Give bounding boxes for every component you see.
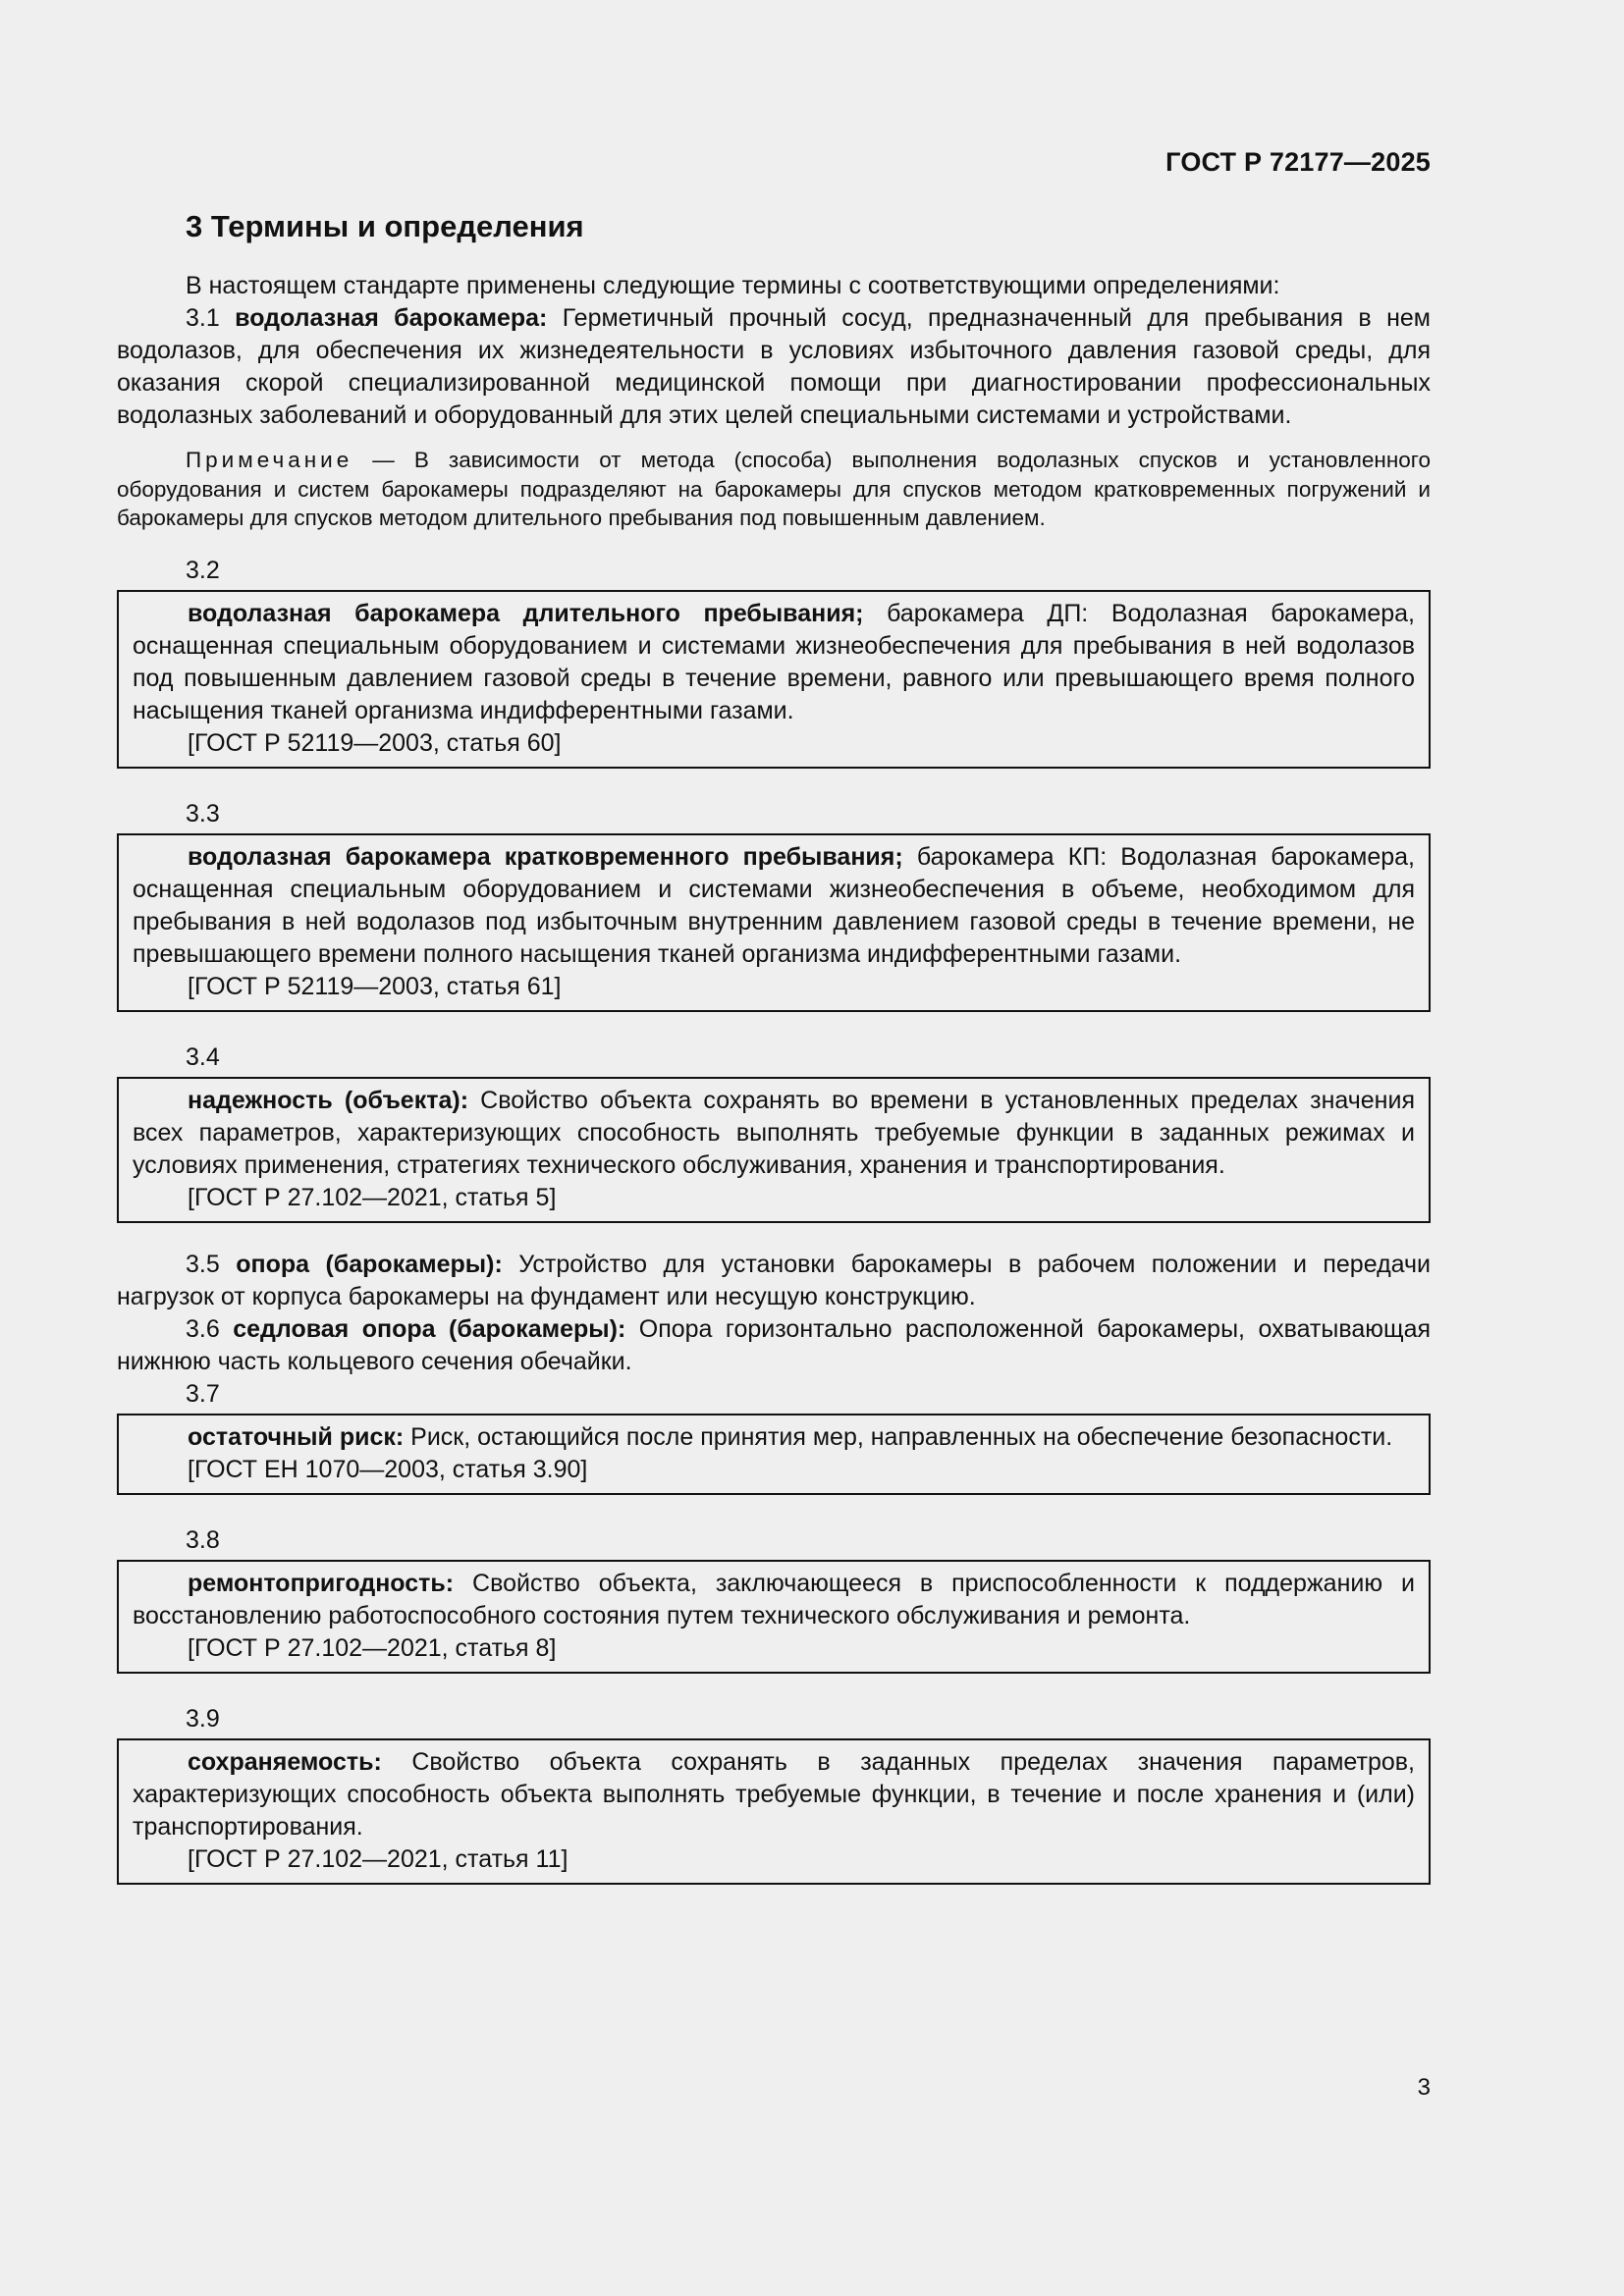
term-source: [ГОСТ Р 52119—2003, статья 60] <box>188 728 562 757</box>
term-source: [ГОСТ Р 27.102—2021, статья 8] <box>188 1633 557 1662</box>
term-number-3-9: 3.9 <box>186 1704 220 1733</box>
term-definition: барокамера ДП: Водолазная барокамера, оснащенная специальным оборудованием и системами жизнеобеспечения для пребывания в ней водолазов под повышенным давлением газовой среды в течение времени, равного или превышающего время полного насыщения тканей организма индифферентными газами. <box>133 599 1415 724</box>
term-definition-block <box>133 598 1415 727</box>
term-number: 3.5 <box>186 1250 220 1278</box>
page-number: 3 <box>1417 2074 1431 2101</box>
term-box-3-3 <box>117 833 1431 1012</box>
term-definition: Герметичный прочный сосуд, предназначенный для пребывания в нем водолазов, для обеспечения их жизнедеятельности в условиях избыточного давления газовой среды, для оказания скорой специализированной медицинской помощи при диагностировании профессиональных водолазных заболеваний и оборудованный для этих целей специальными системами и устройствами. <box>117 304 1431 429</box>
term-box-3-4 <box>117 1077 1431 1223</box>
term-box-3-8 <box>117 1560 1431 1674</box>
term-number: 3.6 <box>186 1314 220 1343</box>
term-number: 3.1 <box>186 304 220 332</box>
term-name: сохраняемость: <box>188 1747 382 1776</box>
note <box>117 446 1431 533</box>
term-definition: Свойство объекта сохранять во времени в установленных пределах значения всех параметров, характеризующих способность выполнять требуемые функции в заданных режимах и условиях применения, стратегиях технического обслуживания, хранения и транспортирования. <box>133 1086 1415 1179</box>
term-definition: Свойство объекта, заключающееся в приспособленности к поддержанию и восстановлению работоспособного состояния путем технического обслуживания и ремонта. <box>133 1569 1415 1629</box>
term-source: [ГОСТ Р 27.102—2021, статья 5] <box>188 1183 557 1211</box>
term-definition-block <box>133 1085 1415 1182</box>
term-source: [ГОСТ ЕН 1070—2003, статья 3.90] <box>188 1455 588 1483</box>
term-3-1 <box>117 302 1431 432</box>
term-number-3-2: 3.2 <box>186 556 220 584</box>
note-label: Примечание <box>186 448 353 472</box>
term-definition-block <box>133 1568 1415 1632</box>
term-name: водолазная барокамера: <box>235 304 548 332</box>
section-title: 3 Термины и определения <box>186 209 584 243</box>
term-definition: Свойство объекта сохранять в заданных пределах значения параметров, характеризующих способность объекта выполнять требуемые функции, в течение и после хранения и (или) транспортирования. <box>133 1747 1415 1841</box>
section-intro: В настоящем стандарте применены следующие термины с соответствующими определениями: <box>186 272 1280 299</box>
term-definition: Риск, остающийся после принятия мер, направленных на обеспечение безопасности. <box>404 1422 1393 1451</box>
term-definition-block <box>133 841 1415 971</box>
term-number-3-4: 3.4 <box>186 1042 220 1071</box>
term-source: [ГОСТ Р 52119—2003, статья 61] <box>188 972 562 1000</box>
term-name: седловая опора (барокамеры): <box>233 1314 626 1343</box>
term-definition-block <box>133 1746 1415 1843</box>
term-number-3-8: 3.8 <box>186 1525 220 1554</box>
term-box-3-2 <box>117 590 1431 769</box>
term-name: водолазная барокамера длительного пребывания; <box>188 599 864 627</box>
term-name: ремонтопригодность: <box>188 1569 455 1597</box>
term-name: водолазная барокамера кратковременного пребывания; <box>188 842 903 871</box>
term-source: [ГОСТ Р 27.102—2021, статья 11] <box>188 1844 568 1873</box>
term-definition: Устройство для установки барокамеры в рабочем положении и передачи нагрузок от корпуса барокамеры на фундамент или несущую конструкцию. <box>117 1250 1431 1310</box>
term-box-3-9 <box>117 1738 1431 1885</box>
document-page <box>117 147 1431 1885</box>
term-3-5 <box>117 1249 1431 1313</box>
term-definition: Опора горизонтально расположенной барокамеры, охватывающая нижнюю часть кольцевого сечения обечайки. <box>117 1314 1432 1375</box>
term-3-6 <box>117 1313 1431 1378</box>
term-number-3-3: 3.3 <box>186 799 220 828</box>
note-text: — В зависимости от метода (способа) выполнения водолазных спусков и установленного оборудования и систем барокамеры подразделяют на барокамеры для спусков методом кратковременных погружений и барокамеры для спусков методом длительного пребывания под повышенным давлением. <box>117 448 1431 530</box>
term-number-3-7: 3.7 <box>186 1379 220 1408</box>
term-name: надежность (объекта): <box>188 1086 469 1114</box>
term-name: опора (барокамеры): <box>236 1250 503 1278</box>
term-definition-block <box>133 1421 1415 1454</box>
document-code: ГОСТ Р 72177—2025 <box>1165 147 1431 177</box>
term-definition: барокамера КП: Водолазная барокамера, оснащенная специальным оборудованием и системами жизнеобеспечения в объеме, необходимом для пребывания в ней водолазов под избыточным внутренним давлением газовой среды в течение времени, не превышающего времени полного насыщения тканей организма индифферентными газами. <box>133 842 1415 968</box>
term-box-3-7 <box>117 1414 1431 1495</box>
term-name: остаточный риск: <box>188 1422 405 1451</box>
